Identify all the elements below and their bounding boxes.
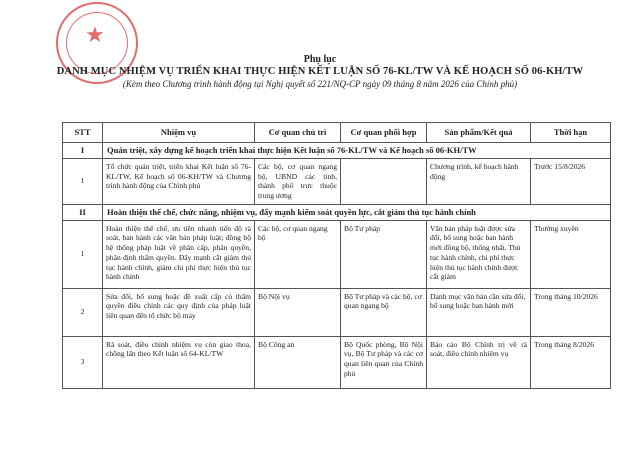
seal-star-icon: ★ bbox=[85, 22, 105, 47]
header-lead-agency: Cơ quan chủ trì bbox=[255, 123, 341, 143]
table-row bbox=[63, 336, 611, 388]
table-row bbox=[63, 158, 611, 204]
row-coordinating-agency: Bộ Tư pháp bbox=[341, 220, 427, 288]
row-stt: 1 bbox=[63, 158, 103, 204]
row-result: Chương trình, kế hoạch hành động bbox=[427, 158, 531, 204]
row-coordinating-agency: Bộ Tư pháp và các bộ, cơ quan ngang bộ bbox=[341, 288, 427, 336]
header-coordinating-agency: Cơ quan phối hợp bbox=[341, 123, 427, 143]
row-task: Sửa đổi, bổ sung hoặc đề xuất cấp có thẩm quyền điều chỉnh các quy định của pháp luật liên quan đến tổ chức bộ máy bbox=[103, 288, 255, 336]
row-stt: 2 bbox=[63, 288, 103, 336]
table-row bbox=[63, 288, 611, 336]
appendix-title: Phụ lục bbox=[303, 54, 337, 65]
row-deadline: Trước 15/8/2026 bbox=[531, 158, 611, 204]
row-lead-agency: Các bộ, cơ quan ngang bộ bbox=[255, 220, 341, 288]
table-header-row bbox=[63, 123, 611, 143]
row-coordinating-agency bbox=[341, 158, 427, 204]
row-lead-agency: Bộ Nội vụ bbox=[255, 288, 341, 336]
section-row bbox=[63, 204, 611, 220]
document-heading: DANH MỤC NHIỆM VỤ TRIỂN KHAI THỰC HIỆN KẾT LUẬN SỐ 76-KL/TW VÀ KẾ HOẠCH SỐ 06-KH/TW bbox=[56, 66, 584, 77]
header-task: Nhiệm vụ bbox=[103, 123, 255, 143]
section-number: I bbox=[63, 143, 103, 159]
row-result: Danh mục văn bản cần sửa đổi, bổ sung hoặc ban hành mới bbox=[427, 288, 531, 336]
row-lead-agency: Các bộ, cơ quan ngang bộ, UBND các tỉnh, thành phố trực thuộc trung ương bbox=[255, 158, 341, 204]
section-title: Quán triệt, xây dựng kế hoạch triển khai thực hiện Kết luận số 76-KL/TW và Kế hoạch số 06-KH/TW bbox=[103, 143, 611, 159]
section-title: Hoàn thiện thể chế, chức năng, nhiệm vụ, đẩy mạnh kiểm soát quyền lực, cắt giảm thủ tục hành chính bbox=[103, 204, 611, 220]
header-result: Sản phẩm/Kết quả bbox=[427, 123, 531, 143]
row-result: Báo cáo Bộ Chính trị về rà soát, điều chỉnh nhiệm vụ bbox=[427, 336, 531, 388]
task-table bbox=[62, 122, 611, 389]
row-stt: 3 bbox=[63, 336, 103, 388]
row-task: Tổ chức quán triệt, triển khai Kết luận số 76-KL/TW, Kế hoạch số 06-KH/TW và Chương trình hành động của Chính phủ bbox=[103, 158, 255, 204]
row-lead-agency: Bộ Công an bbox=[255, 336, 341, 388]
section-row bbox=[63, 143, 611, 159]
header-stt: STT bbox=[63, 123, 103, 143]
row-deadline: Trong tháng 8/2026 bbox=[531, 336, 611, 388]
table-row bbox=[63, 220, 611, 288]
row-result: Văn bản pháp luật được sửa đổi, bổ sung hoặc ban hành mới đồng bộ, thống nhất. Thủ tục hành chính, chi phí thực hiện thủ tục hành chính được cắt giảm bbox=[427, 220, 531, 288]
document-subtitle: (Kèm theo Chương trình hành động tại Nghị quyết số 221/NQ-CP ngày 09 tháng 8 năm 2026 của Chính phủ) bbox=[122, 79, 518, 89]
row-deadline: Thường xuyên bbox=[531, 220, 611, 288]
row-coordinating-agency: Bộ Quốc phòng, Bộ Nội vụ, Bộ Tư pháp và các cơ quan liên quan của Chính phủ bbox=[341, 336, 427, 388]
header-deadline: Thời hạn bbox=[531, 123, 611, 143]
section-number: II bbox=[63, 204, 103, 220]
row-task: Hoàn thiện thể chế, ưu tiên nhanh tiến độ rà soát, ban hành các văn bản pháp luật; đồng bộ hệ thống pháp luật về phân cấp, phân quyền, phân định thẩm quyền. Đẩy mạnh cắt giảm thủ tục hành chính, giảm chi phí thực hiện thủ tục hành chính bbox=[103, 220, 255, 288]
row-deadline: Trong tháng 10/2026 bbox=[531, 288, 611, 336]
row-stt: 1 bbox=[63, 220, 103, 288]
row-task: Rà soát, điều chỉnh nhiệm vụ còn giao thoa, chồng lấn theo Kết luận số 64-KL/TW bbox=[103, 336, 255, 388]
